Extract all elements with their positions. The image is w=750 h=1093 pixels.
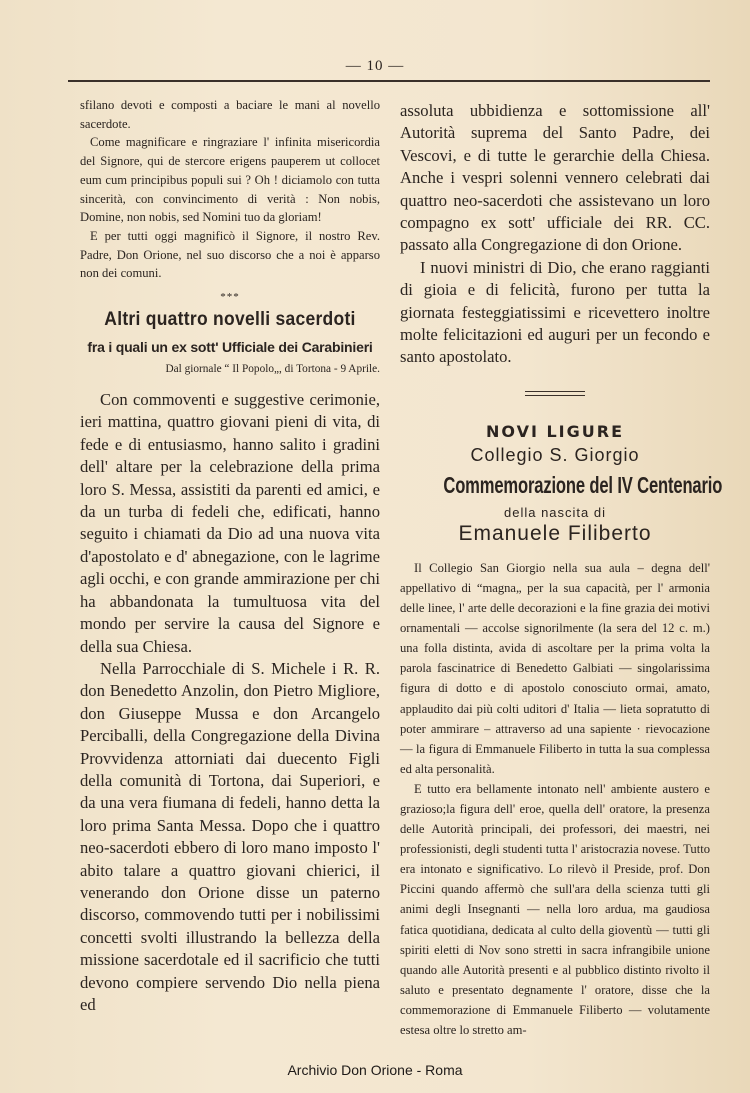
place-heading: NOVI LIGURE <box>486 421 624 441</box>
right-column <box>400 100 723 1040</box>
intro-paragraph: Come magnificare e ringraziare l' infinita misericordia del Signore, qui de stercore erigens pauperem ut collocet eum cum principibus populi sui ? Oh ! diciamolo con tutta sincerità, con convincimento di verità : Non nobis, Domine, non nobis, sed Nomini tuo da gloriam! <box>80 135 380 225</box>
archive-footer: Archivio Don Orione - Roma <box>287 1062 463 1078</box>
section-divider <box>525 391 585 396</box>
article-subheadline: fra i quali un ex sott' Ufficiale dei Carabinieri <box>87 339 373 356</box>
section-separator: *** <box>220 291 240 304</box>
commemoration-heading: Commemorazione del IV Centenario <box>443 471 723 498</box>
intro-paragraph: sfilano devoti e composti a baciare le mani al novello sacerdote. <box>80 98 380 131</box>
subheading: della nascita di <box>504 504 606 520</box>
commemoration-paragraph: Il Collegio San Giorgio nella sua aula – degna dell' appellativo di “magna„ per la sua capacità, per l' armonia delle linee, l' arte delle decorazioni e la fine grazia dei motivi ornamentali — accolse signorilmente (la sera del 12 c. m.) una folla distinta, avida di ascoltare per la prima volta la parola fascinatrice di Benedetto Galbiati — singolarissima figura di dotto e di apostolo conosciuto ormai, amato, applaudito dai più colti uditori d' Italia — lieta sopratutto di poter ammirare – attraverso ad una sapiente · rievocazione — la figura di Emmanuele Filiberto in tutta la sua complessa ed alta personalità. <box>400 560 710 776</box>
commemoration-paragraph: E tutto era bellamente intonato nell' ambiente austero e grazioso;la figura dell' eroe, quella dell' oratore, la presenza delle Autorità principali, dei professori, dei maestri, nei professionisti, degli studenti tutta l' aristocrazia novese. Tutto era intonato e significativo. Lo rilevò il Preside, prof. Don Piccini quando affermò che sull'ara della scienza tutti gli animi degli Insegnanti — nella loro ardua, ma gaudiosa fatica quotidiana, dedicata al culto della gioventù — tutti gli spiriti eletti di Nov sono stretti in sacra infrangibile unione quando alle Autorità presenti e al pubblico distinto rivolto il saluto e presentato degnamente l' oratore, disse che la commemorazione di Emmanuele Filiberto — volutamente estesa oltre lo stretto am- <box>400 781 710 1038</box>
left-column <box>80 96 380 1016</box>
article-paragraph: Nella Parrocchiale di S. Michele i R. R. don Benedetto Anzolin, don Pietro Migliore, don Giuseppe Mussa e don Arcangelo Perciballi, della Congregazione della Divina Provvidenza attorniati dai duecento Figli della comunità di Tortona, dai Superiori, e da una vera fiumana di fedeli, hanno detta la loro prima Santa Messa. Dopo che i quattro neo-sacerdoti ebbero di loro mano imposto l' abito talare a quattro giovani chierici, il venerando don Orione disse un paterno discorso, commovendo tutti per i nobilissimi concetti svolti illustrando la bellezza della missione sacerdotale ed il sacrificio che tutti devono compiere servendo Dio nella piena ed <box>80 658 380 1014</box>
article-paragraph: Con commoventi e suggestive cerimonie, ieri mattina, quattro giovani pieni di vita, di fede e di entusiasmo, hanno salito i gradini dell' altare per la celebrazione della prima loro S. Messa, assistiti da parenti ed amici, e da un turba di fedeli che, edificati, hanno seguito i chiamati da Dio ad una nuova vita d'apostolato e d' abnegazione, con le lagrime agli occhi, e con grande ammirazione per chi ha abbandonata la tumultuosa vita del mondo per servire la causa del Signore e della sua Chiesa. <box>80 390 380 656</box>
top-rule <box>68 80 710 82</box>
article-source: Dal giornale “ Il Popolo„, di Tortona - 9 Aprile. <box>165 363 380 376</box>
article-headline: Altri quattro novelli sacerdoti <box>104 309 356 331</box>
person-heading: Emanuele Filiberto <box>458 521 652 545</box>
article-paragraph: assoluta ubbidienza e sottomissione all' Autorità suprema del Santo Padre, dei Vescovi, e di tutte le gerarchie della Chiesa. Anche i vespri solenni vennero celebrati dai quattro neo-sacerdoti che assistevano un loro compagno ex sott' ufficiale dei RR. CC. passato alla Congregazione di don Orione. <box>400 101 710 255</box>
page-number: — 10 — <box>345 58 405 74</box>
article-paragraph: I nuovi ministri di Dio, che erano raggianti di gioia e di felicità, furono per tutta la giornata festeggiatissimi e ricevettero inoltre molte felicitazioni ed auguri per un fecondo e santo apostolato. <box>400 257 710 367</box>
intro-paragraph: E per tutti oggi magnificò il Signore, il nostro Rev. Padre, Don Orione, nel suo discorso che a noi è apparso non dei comuni. <box>80 228 380 281</box>
college-heading: Collegio S. Giorgio <box>470 444 640 465</box>
